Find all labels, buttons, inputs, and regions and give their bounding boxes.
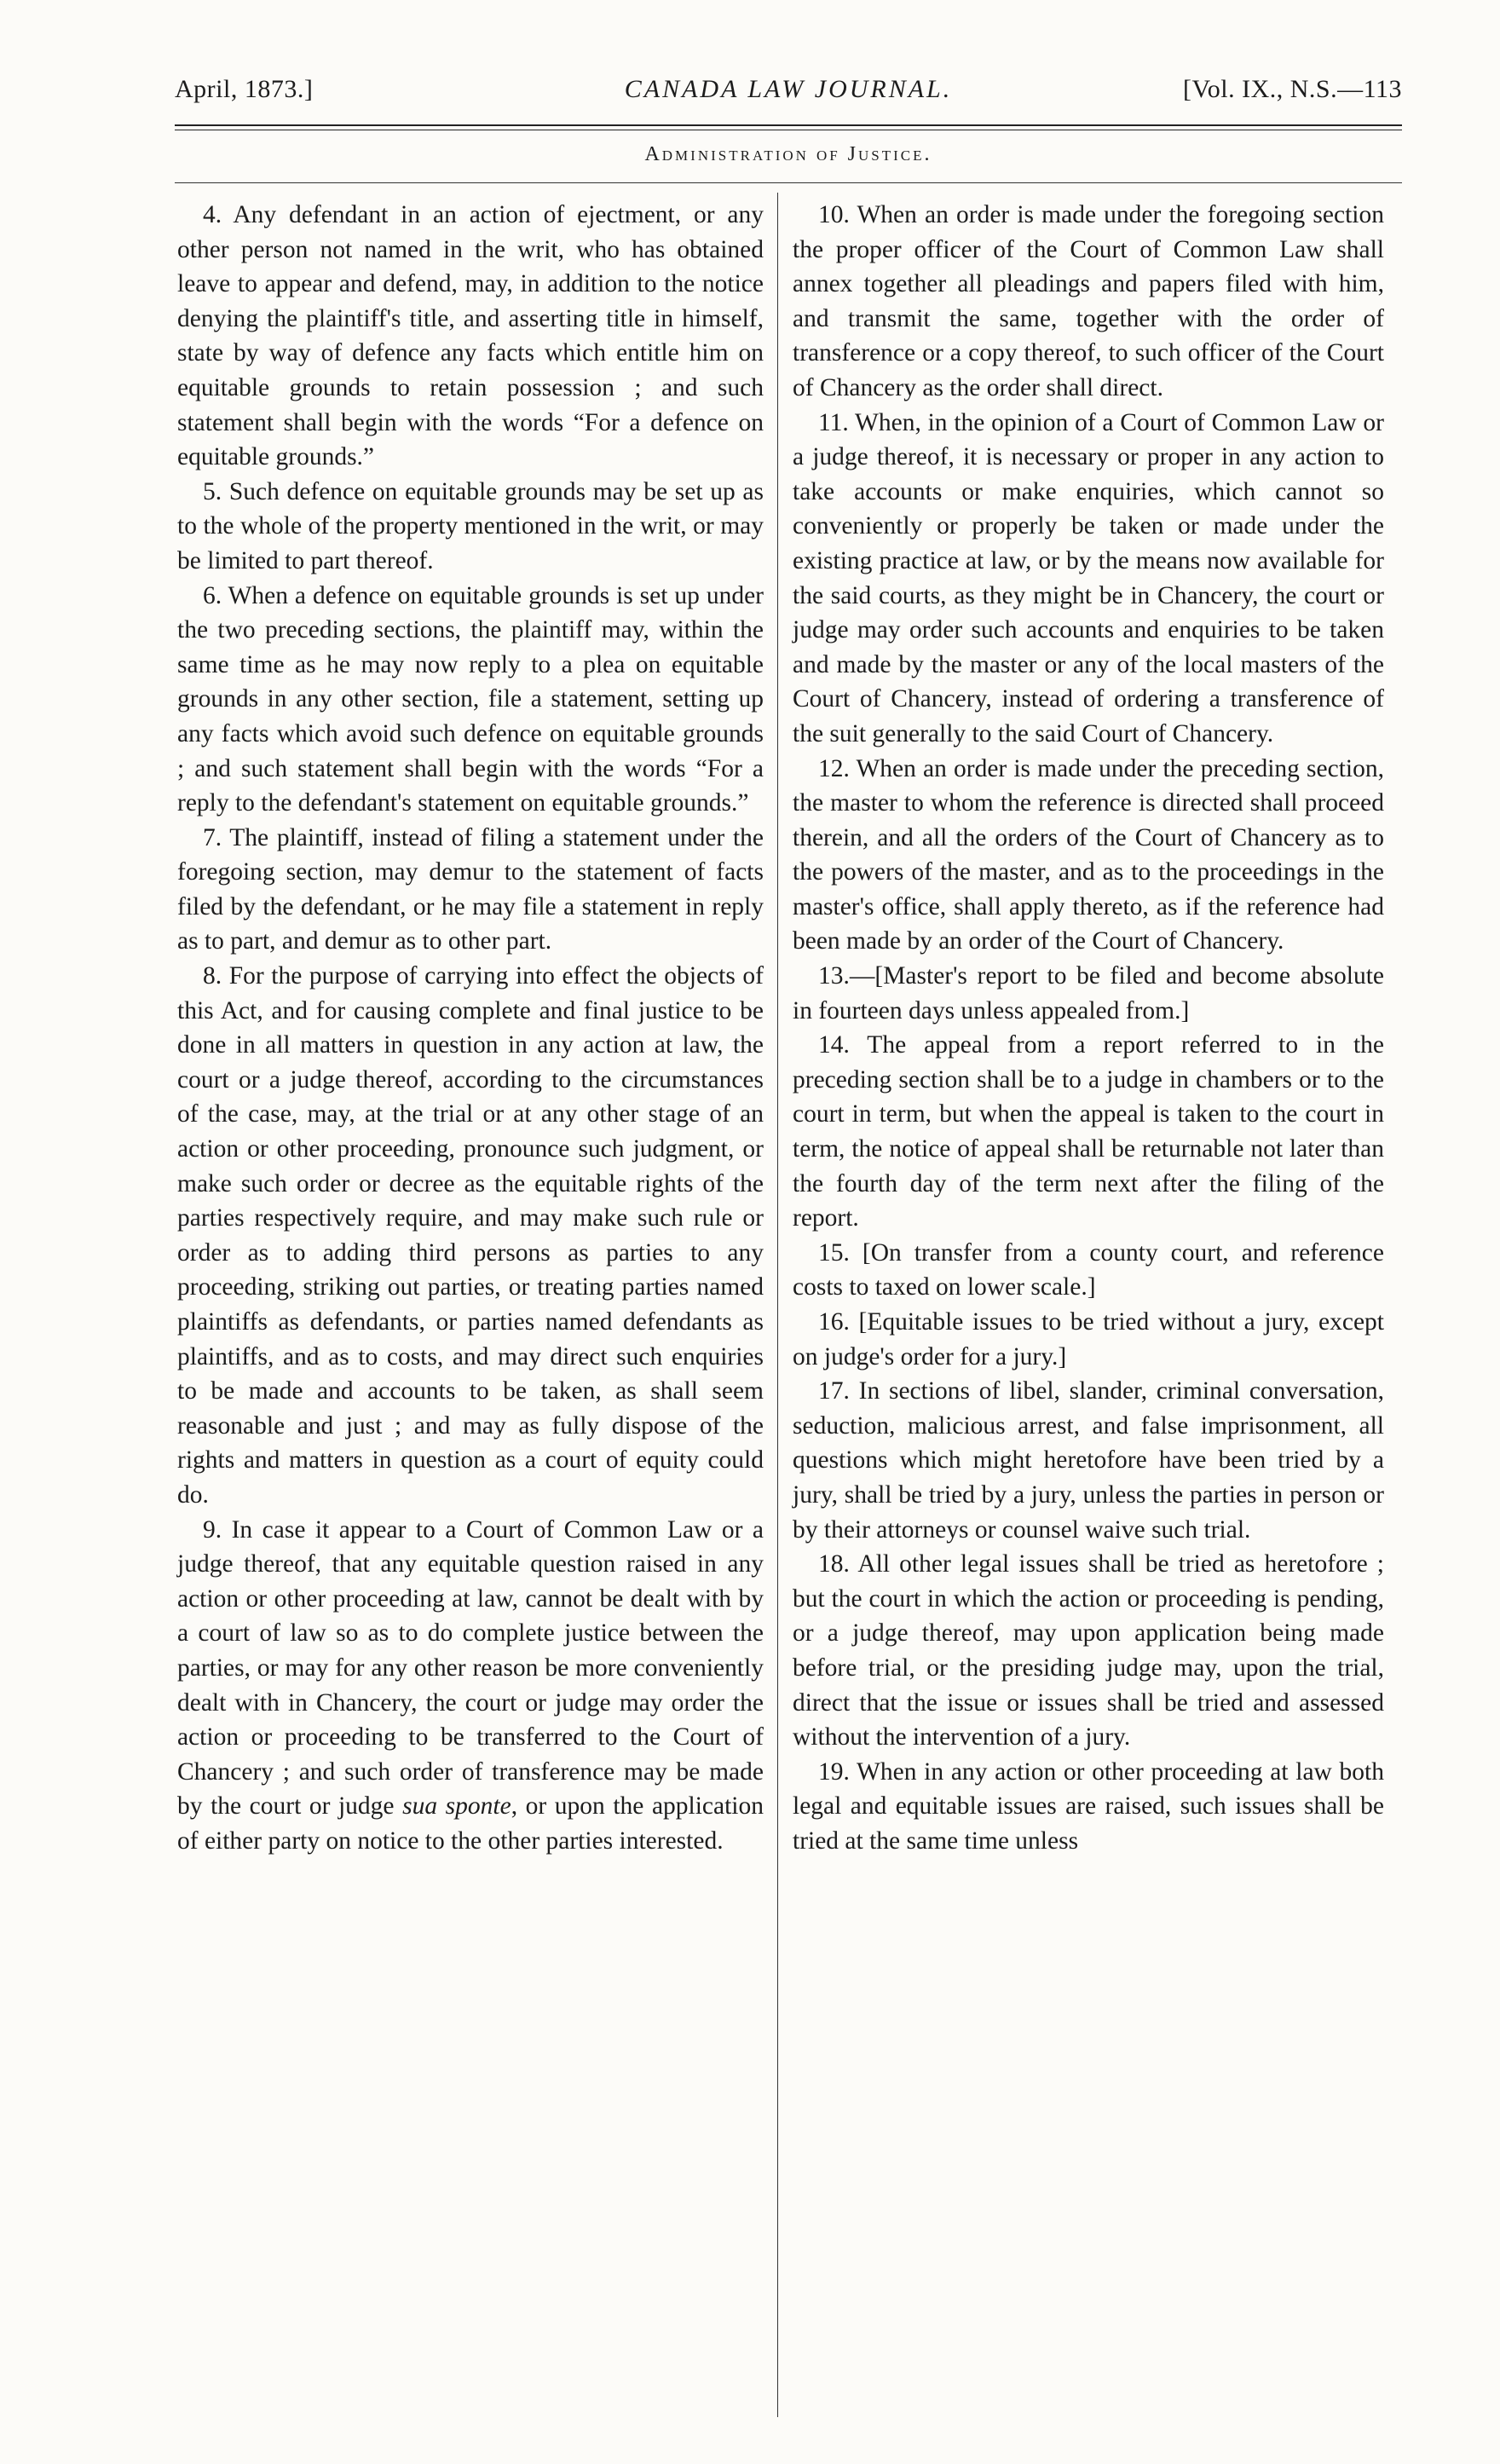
header-double-rule — [175, 124, 1402, 130]
left-column — [177, 198, 764, 1859]
section-9-text-start: 9. In case it appear to a Court of Common Law or a judge thereof, that any equitable question raised in any action or other proceeding at law, cannot be dealt with by a court of law so as to do complete justice between the parties, or may for any other reason be more conveniently dealt with in Chancery, the court or judge may order the action or proceeding to be transferred to the Court of Chancery ; and such order of transference may be made by the court or judge — [177, 1515, 764, 1821]
section-10-paragraph: 10. When an order is made under the foregoing section the proper officer of the Court of Common Law shall annex together all pleadings and papers filed with him, and transmit the same, together with the order of transference or a copy thereof, to such officer of the Court of Chancery as the order shall direct. — [793, 201, 1384, 401]
section-16-paragraph: 16. [Equitable issues to be tried without a jury, except on judge's order for a jury.] — [793, 1308, 1384, 1370]
section-9-text-end: , or upon the application of either party on notice to the other parties interested. — [177, 1792, 764, 1855]
journal-title: CANADA LAW JOURNAL. — [624, 75, 953, 103]
section-13-paragraph: 13.—[Master's report to be filed and become absolute in fourteen days unless appealed from.] — [793, 962, 1384, 1024]
column-divider — [777, 193, 778, 2417]
right-column — [793, 198, 1384, 1859]
section-18-paragraph: 18. All other legal issues shall be tried as heretofore ; but the court in which the action or proceeding is pending, or a judge thereof, may upon application being made before trial, or the presiding judge may, upon the trial, direct that the issue or issues shall be tried and assessed without the intervention of a jury. — [793, 1550, 1384, 1751]
running-head — [175, 75, 1402, 114]
section-17-paragraph: 17. In sections of libel, slander, criminal conversation, seduction, malicious arrest, and false imprisonment, all questions which might heretofore have been tried by a jury, shall be tried by a jury, unless the parties in person or by their attorneys or counsel waive such trial. — [793, 1377, 1384, 1544]
section-14-paragraph: 14. The appeal from a report referred to in the preceding section shall be to a judge in chambers or to the court in term, but when the appeal is taken to the court in term, the notice of appeal shall be returnable not later than the fourth day of the term next after the filing of the report. — [793, 1031, 1384, 1232]
section-title: Administration of Justice. — [644, 143, 932, 165]
section-7-paragraph: 7. The plaintiff, instead of filing a statement under the foregoing section, may demur to the statement of facts filed by the defendant, or he may file a statement in reply as to part, and demur as to other part. — [177, 823, 764, 955]
issue-date: April, 1873.] — [175, 75, 314, 103]
section-9-paragraph — [177, 1513, 764, 1859]
volume-page-number: [Vol. IX., N.S.—113 — [1182, 75, 1402, 103]
section-8-paragraph: 8. For the purpose of carrying into effect the objects of this Act, and for causing complete and final justice to be done in all matters in question in any action at law, the court or a judge thereof, according to the circumstances of the case, may, at the trial or at any other stage of an action or other proceeding, pronounce such judgment, or make such order or decree as the equitable rights of the parties respectively require, and may make such rule or order as to adding third persons as parties to any proceeding, striking out parties, or treating parties named plaintiffs as defendants, or parties named defendants as plaintiffs, and as to costs, and may direct such enquiries to be made and accounts to be taken, as shall seem reasonable and just ; and may as fully dispose of the rights and matters in question as a court of equity could do. — [177, 962, 764, 1509]
section-5-paragraph: 5. Such defence on equitable grounds may be set up as to the whole of the property mentioned in the writ, or may be limited to part thereof. — [177, 477, 764, 574]
section-12-paragraph: 12. When an order is made under the preceding section, the master to whom the reference is directed shall proceed therein, and all the orders of the Court of Chancery as to the powers of the master, and as to the proceedings in the master's office, shall apply thereto, as if the reference had been made by an order of the Court of Chancery. — [793, 754, 1384, 955]
header-rule — [175, 182, 1402, 183]
section-15-paragraph: 15. [On transfer from a county court, and reference costs to taxed on lower scale.] — [793, 1238, 1384, 1301]
latin-phrase: sua sponte — [402, 1792, 511, 1821]
section-19-paragraph: 19. When in any action or other proceeding at law both legal and equitable issues are raised, such issues shall be tried at the same time unless — [793, 1757, 1384, 1855]
section-4-paragraph: 4. Any defendant in an action of ejectment, or any other person not named in the writ, who has obtained leave to appear and defend, may, in addition to the notice denying the plaintiff's title, and asserting title in himself, state by way of defence any facts which entitle him on equitable grounds to retain possession ; and such statement shall begin with the words “For a defence on equitable grounds.” — [177, 201, 764, 471]
section-6-paragraph: 6. When a defence on equitable grounds is set up under the two preceding sections, the plaintiff may, within the same time as he may now reply to a plea on equitable grounds in any other section, file a statement, setting up any facts which avoid such defence on equitable grounds ; and such statement shall begin with the words “For a reply to the defendant's statement on equitable grounds.” — [177, 581, 764, 817]
section-11-paragraph: 11. When, in the opinion of a Court of Common Law or a judge thereof, it is necessary or proper in any action to take accounts or make enquiries, which cannot so conveniently or properly be taken or made under the existing practice at law, or by the means now available for the said courts, as they might be in Chancery, the court or judge may order such accounts and enquiries to be taken and made by the master or any of the local masters of the Court of Chancery, instead of ordering a transference of the suit generally to the said Court of Chancery. — [793, 408, 1384, 747]
